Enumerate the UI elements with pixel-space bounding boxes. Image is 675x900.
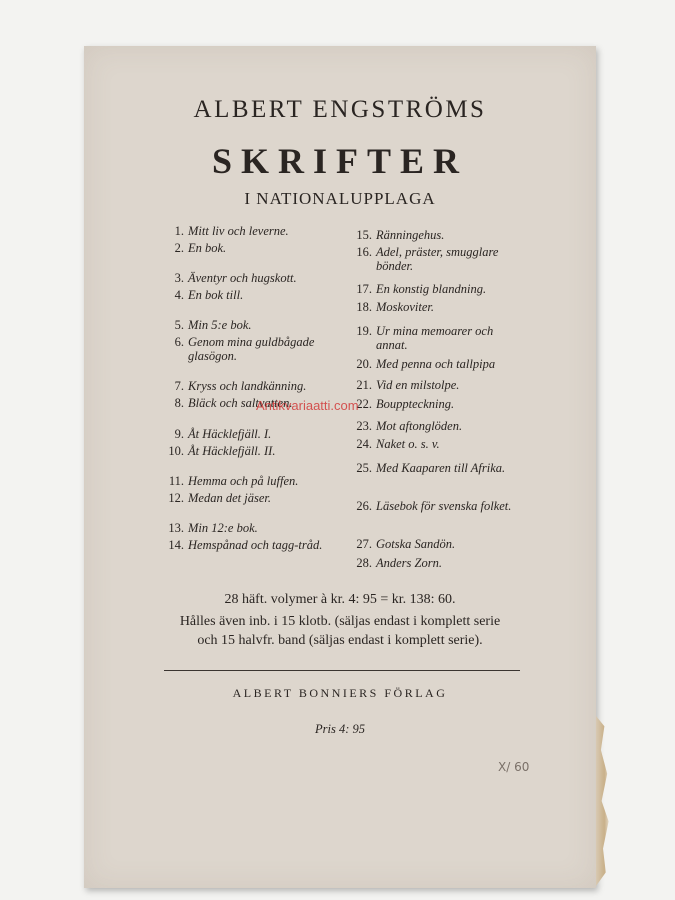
price: Pris 4: 95 xyxy=(315,722,365,736)
series-author-title: ALBERT ENGSTRÖMS xyxy=(193,96,487,123)
volume-item: 10. Åt Häcklefjäll. II. xyxy=(168,444,276,458)
volume-item: 27. Gotska Sandön. xyxy=(356,537,456,551)
volume-item: 7. Kryss och landkänning. xyxy=(174,379,307,393)
volume-item: 4. En bok till. xyxy=(174,288,244,302)
publisher: ALBERT BONNIERS FÖRLAG xyxy=(232,686,448,700)
volume-item: 14. Hemspånad och tagg-tråd. xyxy=(168,538,323,552)
volume-item: 18. Moskoviter. xyxy=(356,300,434,314)
volume-item: 6. Genom mina guldbågade glasögon. xyxy=(174,335,315,363)
volume-item: 13. Min 12:e bok. xyxy=(168,521,258,535)
volume-item: 25. Med Kaaparen till Afrika. xyxy=(356,461,506,475)
binding-info: och 15 halvfr. band (säljas endast i komplett serie). xyxy=(197,633,483,648)
volume-item: 22. Bouppteckning. xyxy=(356,397,455,411)
volume-item: 17. En konstig blandning. xyxy=(356,282,487,296)
volume-item: 3. Äventyr och hugskott. xyxy=(174,271,297,285)
volume-item: 16. Adel, präster, smugglare bönder. xyxy=(356,245,499,273)
divider xyxy=(164,670,520,671)
series-subtitle: I NATIONALUPPLAGA xyxy=(244,189,436,208)
binding-info: Hålles även inb. i 15 klotb. (säljas endast i komplett serie xyxy=(179,614,501,629)
volume-item: 9. Åt Häcklefjäll. I. xyxy=(174,427,272,441)
volume-item: 11. Hemma och på luffen. xyxy=(168,474,299,488)
volume-item: 15. Ränningehus. xyxy=(356,228,445,242)
volume-item: 12. Medan det jäser. xyxy=(168,491,271,505)
volume-item: 21. Vid en milstolpe. xyxy=(356,378,460,392)
volume-item: 1. Mitt liv och leverne. xyxy=(174,224,289,238)
price-summary: 28 häft. volymer à kr. 4: 95 = kr. 138: 60. xyxy=(224,592,456,607)
pencil-mark: X/ 60 xyxy=(498,760,530,774)
volume-item: 2. En bok. xyxy=(174,241,227,255)
volume-item: 26. Läsebok för svenska folket. xyxy=(356,499,512,513)
series-title: SKRIFTER xyxy=(211,141,469,181)
volume-item: 19. Ur mina memoarer och annat. xyxy=(356,324,494,352)
book-back-cover xyxy=(84,46,596,888)
watermark: Antikvariaatti.com xyxy=(256,398,359,413)
volume-item: 24. Naket o. s. v. xyxy=(356,437,440,451)
volume-item: 8. Bläck och saltvatten. xyxy=(174,396,293,410)
volume-item: 23. Mot aftonglöden. xyxy=(356,419,463,433)
volume-item: 5. Min 5:e bok. xyxy=(174,318,252,332)
volume-item: 20. Med penna och tallpipa xyxy=(356,357,496,371)
volume-item: 28. Anders Zorn. xyxy=(356,556,442,570)
